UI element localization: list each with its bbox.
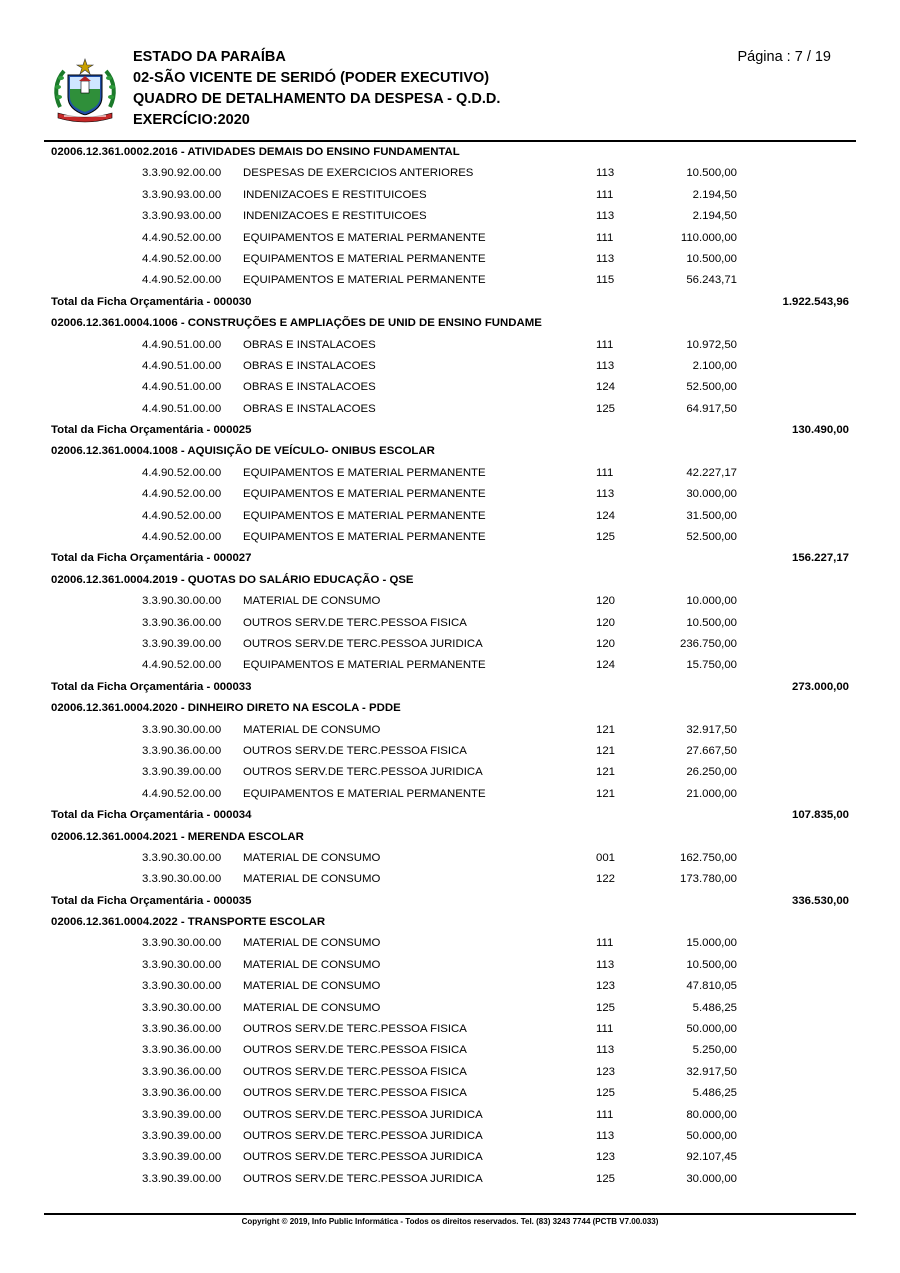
table-row [0, 1062, 900, 1083]
entity-title: 02-SÃO VICENTE DE SERIDÓ (PODER EXECUTIVO) [133, 70, 490, 86]
expense-description: OBRAS E INSTALACOES [243, 402, 376, 415]
total-row [0, 677, 900, 698]
resource-source: 125 [596, 531, 616, 544]
total-label: Total da Ficha Orçamentária - 000025 [51, 424, 252, 437]
expense-value: 10.000,00 [686, 595, 737, 608]
expense-code: 3.3.90.36.00.00 [142, 616, 222, 629]
table-row [0, 270, 900, 291]
expense-description: EQUIPAMENTOS E MATERIAL PERMANENTE [243, 787, 486, 800]
resource-source: 111 [596, 1108, 614, 1121]
footer-copyright: Copyright © 2019, Info Public Informática - Todos os direitos reservados. Tel. (83) 3243 7744 (PCTB V7.00.033) [241, 1217, 659, 1226]
expense-code: 4.4.90.51.00.00 [142, 359, 222, 372]
expense-code: 3.3.90.30.00.00 [142, 873, 222, 886]
table-row [0, 762, 900, 783]
table-row [0, 976, 900, 997]
expense-description: OUTROS SERV.DE TERC.PESSOA JURIDICA [243, 637, 483, 650]
section-heading: 02006.12.361.0004.2021 - MERENDA ESCOLAR [51, 830, 304, 843]
expense-value: 80.000,00 [686, 1108, 737, 1121]
resource-source: 121 [596, 744, 616, 757]
resource-source: 120 [596, 595, 616, 608]
total-label: Total da Ficha Orçamentária - 000033 [51, 680, 252, 693]
section-heading: 02006.12.361.0004.2022 - TRANSPORTE ESCOLAR [51, 916, 326, 929]
expense-code: 4.4.90.52.00.00 [142, 531, 222, 544]
expense-description: OUTROS SERV.DE TERC.PESSOA JURIDICA [243, 1129, 483, 1142]
table-row [0, 869, 900, 890]
expense-description: INDENIZACOES E RESTITUICOES [243, 188, 427, 201]
expense-description: EQUIPAMENTOS E MATERIAL PERMANENTE [243, 466, 486, 479]
resource-source: 124 [596, 509, 616, 522]
table-row [0, 163, 900, 184]
expense-code: 3.3.90.39.00.00 [142, 1172, 222, 1185]
resource-source: 125 [596, 402, 616, 415]
expense-code: 3.3.90.30.00.00 [142, 937, 222, 950]
expense-description: OUTROS SERV.DE TERC.PESSOA FISICA [243, 1087, 467, 1100]
section-heading-row [0, 142, 900, 163]
resource-source: 122 [596, 873, 616, 886]
resource-source: 111 [596, 188, 614, 201]
expense-value: 52.500,00 [686, 531, 737, 544]
expense-description: DESPESAS DE EXERCICIOS ANTERIORES [243, 167, 474, 180]
expense-code: 3.3.90.36.00.00 [142, 1087, 222, 1100]
resource-source: 113 [596, 167, 615, 180]
section-heading: 02006.12.361.0004.1008 - AQUISIÇÃO DE VEÍCULO- ONIBUS ESCOLAR [51, 445, 435, 458]
state-title: ESTADO DA PARAÍBA [133, 49, 286, 65]
table-row [0, 1019, 900, 1040]
total-value: 1.922.543,96 [782, 295, 849, 308]
table-row [0, 356, 900, 377]
expense-code: 4.4.90.51.00.00 [142, 338, 222, 351]
resource-source: 120 [596, 616, 616, 629]
expense-value: 10.972,50 [686, 338, 737, 351]
resource-source: 123 [596, 1151, 616, 1164]
table-row [0, 249, 900, 270]
total-value: 107.835,00 [791, 809, 849, 822]
resource-source: 001 [596, 851, 616, 864]
section-heading: 02006.12.361.0004.2020 - DINHEIRO DIRETO NA ESCOLA - PDDE [51, 702, 401, 715]
total-value: 156.227,17 [791, 552, 849, 565]
expense-value: 5.250,00 [692, 1044, 737, 1057]
section-heading-row [0, 912, 900, 933]
expense-description: EQUIPAMENTOS E MATERIAL PERMANENTE [243, 659, 486, 672]
total-row [0, 548, 900, 569]
expense-value: 31.500,00 [686, 509, 737, 522]
expense-code: 4.4.90.52.00.00 [142, 231, 222, 244]
table-row [0, 335, 900, 356]
expense-value: 32.917,50 [686, 723, 737, 736]
expense-value: 10.500,00 [686, 167, 737, 180]
expense-code: 3.3.90.30.00.00 [142, 980, 222, 993]
resource-source: 124 [596, 381, 616, 394]
expense-code: 4.4.90.52.00.00 [142, 787, 222, 800]
resource-source: 121 [596, 723, 616, 736]
resource-source: 113 [596, 1044, 615, 1057]
total-label: Total da Ficha Orçamentária - 000027 [51, 552, 252, 565]
expense-description: MATERIAL DE CONSUMO [243, 958, 381, 971]
expense-value: 47.810,05 [686, 980, 737, 993]
expense-description: MATERIAL DE CONSUMO [243, 873, 381, 886]
table-row [0, 185, 900, 206]
resource-source: 111 [596, 338, 614, 351]
table-row [0, 655, 900, 676]
table-row [0, 613, 900, 634]
expense-code: 4.4.90.51.00.00 [142, 381, 222, 394]
table-row [0, 463, 900, 484]
expense-description: EQUIPAMENTOS E MATERIAL PERMANENTE [243, 231, 486, 244]
expense-code: 3.3.90.36.00.00 [142, 1044, 222, 1057]
expense-value: 27.667,50 [686, 744, 737, 757]
resource-source: 125 [596, 1001, 616, 1014]
section-heading: 02006.12.361.0004.1006 - CONSTRUÇÕES E AMPLIAÇÕES DE UNID DE ENSINO FUNDAME [51, 317, 542, 330]
expense-code: 3.3.90.36.00.00 [142, 744, 222, 757]
resource-source: 115 [596, 274, 615, 287]
expense-value: 30.000,00 [686, 488, 737, 501]
section-heading-row [0, 827, 900, 848]
table-row [0, 1147, 900, 1168]
total-row [0, 805, 900, 826]
footer-divider [44, 1213, 856, 1215]
expense-value: 30.000,00 [686, 1172, 737, 1185]
resource-source: 113 [596, 252, 615, 265]
total-label: Total da Ficha Orçamentária - 000034 [51, 809, 252, 822]
expense-description: EQUIPAMENTOS E MATERIAL PERMANENTE [243, 509, 486, 522]
resource-source: 111 [596, 1023, 614, 1036]
total-value: 273.000,00 [791, 680, 849, 693]
expense-description: OUTROS SERV.DE TERC.PESSOA JURIDICA [243, 1172, 483, 1185]
expense-code: 3.3.90.30.00.00 [142, 723, 222, 736]
expense-value: 26.250,00 [686, 766, 737, 779]
expense-code: 4.4.90.52.00.00 [142, 252, 222, 265]
expense-description: OUTROS SERV.DE TERC.PESSOA FISICA [243, 1065, 467, 1078]
table-row [0, 1105, 900, 1126]
expense-code: 4.4.90.51.00.00 [142, 402, 222, 415]
table-row [0, 933, 900, 954]
table-row [0, 1083, 900, 1104]
expense-code: 3.3.90.36.00.00 [142, 1065, 222, 1078]
resource-source: 125 [596, 1087, 616, 1100]
table-row [0, 506, 900, 527]
expense-description: MATERIAL DE CONSUMO [243, 980, 381, 993]
expense-value: 162.750,00 [679, 851, 737, 864]
expense-detail-table [0, 142, 900, 1190]
expense-code: 4.4.90.52.00.00 [142, 488, 222, 501]
expense-description: OUTROS SERV.DE TERC.PESSOA FISICA [243, 616, 467, 629]
expense-value: 32.917,50 [686, 1065, 737, 1078]
expense-code: 3.3.90.30.00.00 [142, 595, 222, 608]
expense-value: 21.000,00 [686, 787, 737, 800]
section-heading: 02006.12.361.0004.2019 - QUOTAS DO SALÁRIO EDUCAÇÃO - QSE [51, 573, 414, 586]
section-heading-row [0, 570, 900, 591]
expense-value: 56.243,71 [686, 274, 737, 287]
total-value: 336.530,00 [791, 894, 849, 907]
expense-description: OBRAS E INSTALACOES [243, 359, 376, 372]
resource-source: 113 [596, 958, 615, 971]
resource-source: 123 [596, 1065, 616, 1078]
expense-code: 3.3.90.39.00.00 [142, 1129, 222, 1142]
expense-description: OBRAS E INSTALACOES [243, 381, 376, 394]
expense-description: OUTROS SERV.DE TERC.PESSOA FISICA [243, 1023, 467, 1036]
expense-code: 3.3.90.93.00.00 [142, 188, 222, 201]
table-row [0, 1126, 900, 1147]
expense-code: 3.3.90.39.00.00 [142, 1151, 222, 1164]
expense-value: 5.486,25 [692, 1087, 737, 1100]
state-coat-of-arms-icon [52, 57, 118, 123]
expense-value: 2.100,00 [692, 359, 737, 372]
expense-description: OBRAS E INSTALACOES [243, 338, 376, 351]
table-row [0, 784, 900, 805]
expense-value: 110.000,00 [680, 231, 737, 244]
resource-source: 111 [596, 937, 614, 950]
expense-code: 4.4.90.52.00.00 [142, 659, 222, 672]
resource-source: 124 [596, 659, 616, 672]
resource-source: 111 [596, 231, 614, 244]
table-row [0, 377, 900, 398]
expense-code: 3.3.90.39.00.00 [142, 766, 222, 779]
expense-value: 15.000,00 [686, 937, 737, 950]
table-row [0, 848, 900, 869]
table-row [0, 634, 900, 655]
table-row [0, 955, 900, 976]
expense-description: OUTROS SERV.DE TERC.PESSOA JURIDICA [243, 1108, 483, 1121]
expense-description: OUTROS SERV.DE TERC.PESSOA FISICA [243, 744, 467, 757]
table-row [0, 527, 900, 548]
expense-value: 5.486,25 [692, 1001, 737, 1014]
resource-source: 113 [596, 1129, 615, 1142]
expense-description: INDENIZACOES E RESTITUICOES [243, 210, 427, 223]
expense-value: 2.194,50 [692, 188, 737, 201]
expense-value: 10.500,00 [686, 252, 737, 265]
total-label: Total da Ficha Orçamentária - 000030 [51, 295, 252, 308]
table-row [0, 1169, 900, 1190]
total-value: 130.490,00 [791, 424, 849, 437]
expense-value: 173.780,00 [679, 873, 737, 886]
expense-code: 3.3.90.39.00.00 [142, 1108, 222, 1121]
expense-description: MATERIAL DE CONSUMO [243, 851, 381, 864]
expense-code: 3.3.90.93.00.00 [142, 210, 222, 223]
expense-description: OUTROS SERV.DE TERC.PESSOA JURIDICA [243, 1151, 483, 1164]
expense-value: 10.500,00 [686, 958, 737, 971]
resource-source: 125 [596, 1172, 616, 1185]
resource-source: 111 [596, 466, 614, 479]
expense-value: 52.500,00 [686, 381, 737, 394]
table-row [0, 998, 900, 1019]
expense-description: MATERIAL DE CONSUMO [243, 723, 381, 736]
table-row [0, 206, 900, 227]
expense-description: OUTROS SERV.DE TERC.PESSOA JURIDICA [243, 766, 483, 779]
expense-code: 3.3.90.92.00.00 [142, 167, 222, 180]
section-heading: 02006.12.361.0002.2016 - ATIVIDADES DEMAIS DO ENSINO FUNDAMENTAL [51, 146, 460, 158]
expense-description: EQUIPAMENTOS E MATERIAL PERMANENTE [243, 252, 486, 265]
section-heading-row [0, 698, 900, 719]
expense-description: MATERIAL DE CONSUMO [243, 595, 381, 608]
expense-description: MATERIAL DE CONSUMO [243, 1001, 381, 1014]
resource-source: 120 [596, 637, 616, 650]
report-title: QUADRO DE DETALHAMENTO DA DESPESA - Q.D.D. [133, 91, 501, 107]
expense-value: 50.000,00 [686, 1023, 737, 1036]
expense-description: EQUIPAMENTOS E MATERIAL PERMANENTE [243, 488, 486, 501]
total-label: Total da Ficha Orçamentária - 000035 [51, 894, 252, 907]
expense-code: 4.4.90.52.00.00 [142, 274, 222, 287]
section-heading-row [0, 313, 900, 334]
resource-source: 121 [596, 787, 616, 800]
table-row [0, 720, 900, 741]
total-row [0, 891, 900, 912]
table-row [0, 484, 900, 505]
resource-source: 123 [596, 980, 616, 993]
table-row [0, 399, 900, 420]
table-row [0, 228, 900, 249]
expense-description: MATERIAL DE CONSUMO [243, 937, 381, 950]
expense-value: 92.107,45 [686, 1151, 737, 1164]
resource-source: 113 [596, 210, 615, 223]
expense-code: 3.3.90.30.00.00 [142, 851, 222, 864]
expense-description: OUTROS SERV.DE TERC.PESSOA FISICA [243, 1044, 467, 1057]
total-row [0, 292, 900, 313]
resource-source: 113 [596, 488, 615, 501]
table-row [0, 1040, 900, 1061]
expense-code: 4.4.90.52.00.00 [142, 509, 222, 522]
expense-description: EQUIPAMENTOS E MATERIAL PERMANENTE [243, 531, 486, 544]
expense-value: 15.750,00 [686, 659, 737, 672]
expense-code: 3.3.90.36.00.00 [142, 1023, 222, 1036]
table-row [0, 741, 900, 762]
expense-code: 3.3.90.39.00.00 [142, 637, 222, 650]
resource-source: 113 [596, 359, 615, 372]
expense-value: 10.500,00 [686, 616, 737, 629]
section-heading-row [0, 441, 900, 462]
expense-description: EQUIPAMENTOS E MATERIAL PERMANENTE [243, 274, 486, 287]
expense-code: 4.4.90.52.00.00 [142, 466, 222, 479]
expense-value: 42.227,17 [686, 466, 737, 479]
expense-value: 50.000,00 [686, 1129, 737, 1142]
resource-source: 121 [596, 766, 616, 779]
total-row [0, 420, 900, 441]
expense-value: 2.194,50 [692, 210, 737, 223]
expense-value: 64.917,50 [686, 402, 737, 415]
expense-code: 3.3.90.30.00.00 [142, 958, 222, 971]
expense-value: 236.750,00 [679, 637, 737, 650]
fiscal-year: EXERCÍCIO:2020 [133, 112, 250, 128]
page-number: Página : 7 / 19 [737, 49, 831, 65]
expense-code: 3.3.90.30.00.00 [142, 1001, 222, 1014]
table-row [0, 591, 900, 612]
